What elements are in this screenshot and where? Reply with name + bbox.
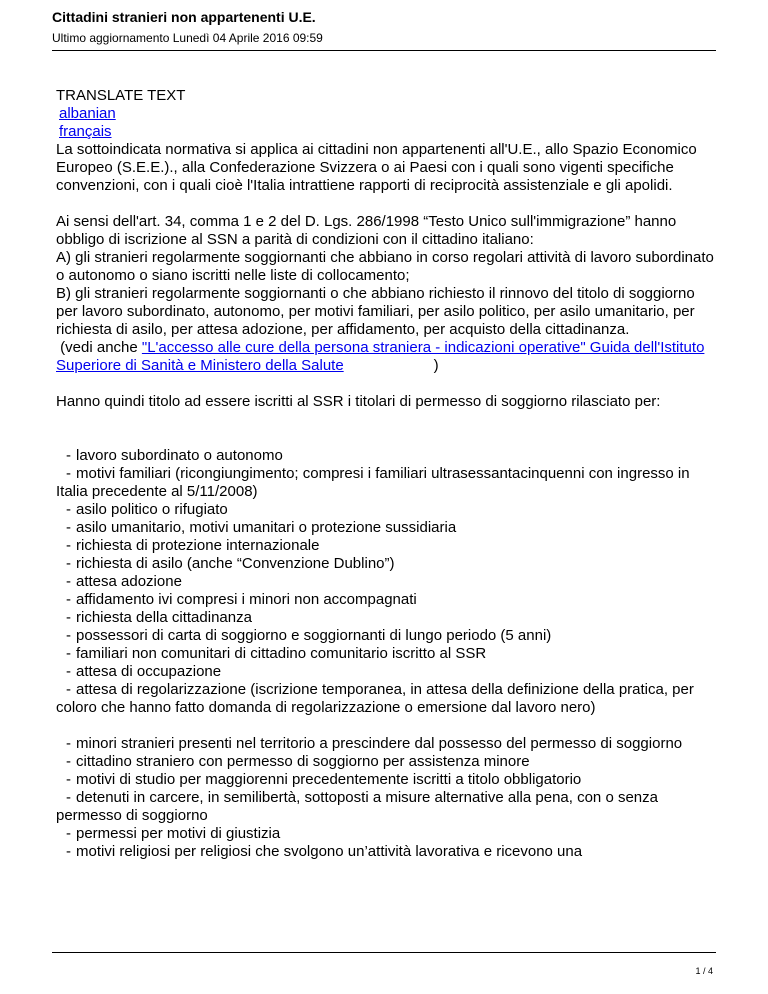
list-item: - minori stranieri presenti nel territorio a prescindere dal possesso del permesso di soggiorno — [66, 735, 683, 752]
see-also — [56, 339, 720, 375]
legal-basis-paragraph: Ai sensi dell'art. 34, comma 1 e 2 del D. Lgs. 286/1998 “Testo Unico sull'immigrazione” hanno obbligo di iscrizione al SSN a parità di condizioni con il cittadino italiano: — [56, 213, 677, 248]
guide-link[interactable]: "L'accesso alle cure della persona straniera - indicazioni operative" Guida dell'Istituto Superiore di Sanità e Ministero della Salute — [56, 339, 705, 374]
intro-paragraph: La sottoindicata normativa si applica ai cittadini non appartenenti all'U.E., allo Spazio Economico Europeo (S.E.E.)., alla Confederazione Svizzera o ai Paesi con i quali sono vigenti specifiche convenzioni, con i quali cioè l'Italia intrattiene rapporti di reciprocità assistenziale e gli apolidi. — [56, 141, 697, 194]
list-item: - attesa di occupazione — [66, 663, 222, 680]
eligibility-paragraph: Hanno quindi titolo ad essere iscritti al SSR i titolari di permesso di soggiorno rilasciato per: — [56, 393, 661, 410]
list-item: - permessi per motivi di giustizia — [66, 825, 281, 842]
list-item: - cittadino straniero con permesso di soggiorno per assistenza minore — [66, 753, 530, 770]
page-number: 1 / 4 — [695, 966, 713, 976]
header-divider — [52, 50, 716, 51]
list-item: - asilo politico o rifugiato — [66, 501, 228, 518]
list-item: - richiesta di asilo (anche “Convenzione Dublino”) — [66, 555, 395, 572]
article-content — [56, 87, 720, 861]
list-item: - richiesta di protezione internazionale — [66, 537, 320, 554]
list-item: - attesa di regolarizzazione (iscrizione temporanea, in attesa della definizione della pratica, per coloro che hanno fatto domanda di regolarizzazione o emersione dal lavoro nero) — [56, 681, 694, 716]
list-item: - lavoro subordinato o autonomo — [66, 447, 283, 464]
last-updated: Ultimo aggiornamento Lunedì 04 Aprile 2016 09:59 — [52, 31, 323, 45]
list-item: - asilo umanitario, motivi umanitari o protezione sussidiaria — [66, 519, 457, 536]
list-item: - detenuti in carcere, in semilibertà, sottoposti a misure alternative alla pena, con o senza permesso di soggiorno — [56, 789, 658, 824]
permit-list-additional — [56, 735, 720, 861]
language-link-french[interactable]: français — [59, 123, 112, 140]
list-item: - attesa adozione — [66, 573, 182, 590]
list-item: - familiari non comunitari di cittadino comunitario iscritto al SSR — [66, 645, 487, 662]
list-item: - motivi familiari (ricongiungimento; compresi i familiari ultrasessantacinquenni con ingresso in Italia precedente al 5/11/2008) — [56, 465, 690, 500]
list-item: - affidamento ivi compresi i minori non accompagnati — [66, 591, 417, 608]
condition-b: B) gli stranieri regolarmente soggiornanti o che abbiano richiesto il rinnovo del titolo di soggiorno per lavoro subordinato, autonomo, per motivi familiari, per asilo politico, per asilo umanitario, per richiesta di asilo, per attesa adozione, per affidamento, per acquisto della cittadinanza. — [56, 285, 695, 338]
permit-list — [56, 447, 720, 717]
footer-divider — [52, 952, 716, 953]
see-also-suffix: ) — [433, 357, 439, 374]
see-also-prefix: (vedi anche — [60, 339, 142, 356]
language-link-albanian[interactable]: albanian — [59, 105, 116, 122]
list-item: - motivi religiosi per religiosi che svolgono un’attività lavorativa e ricevono una — [66, 843, 583, 860]
list-item: - motivi di studio per maggiorenni precedentemente iscritti a titolo obbligatorio — [66, 771, 582, 788]
translate-heading: TRANSLATE TEXT — [56, 87, 186, 104]
list-item: - richiesta della cittadinanza — [66, 609, 252, 626]
list-item: - possessori di carta di soggiorno e soggiornanti di lungo periodo (5 anni) — [66, 627, 552, 644]
condition-a: A) gli stranieri regolarmente soggiornanti che abbiano in corso regolari attività di lavoro subordinato o autonomo o siano iscritti nelle liste di collocamento; — [56, 249, 714, 284]
page-header-title: Cittadini stranieri non appartenenti U.E. — [52, 9, 316, 25]
